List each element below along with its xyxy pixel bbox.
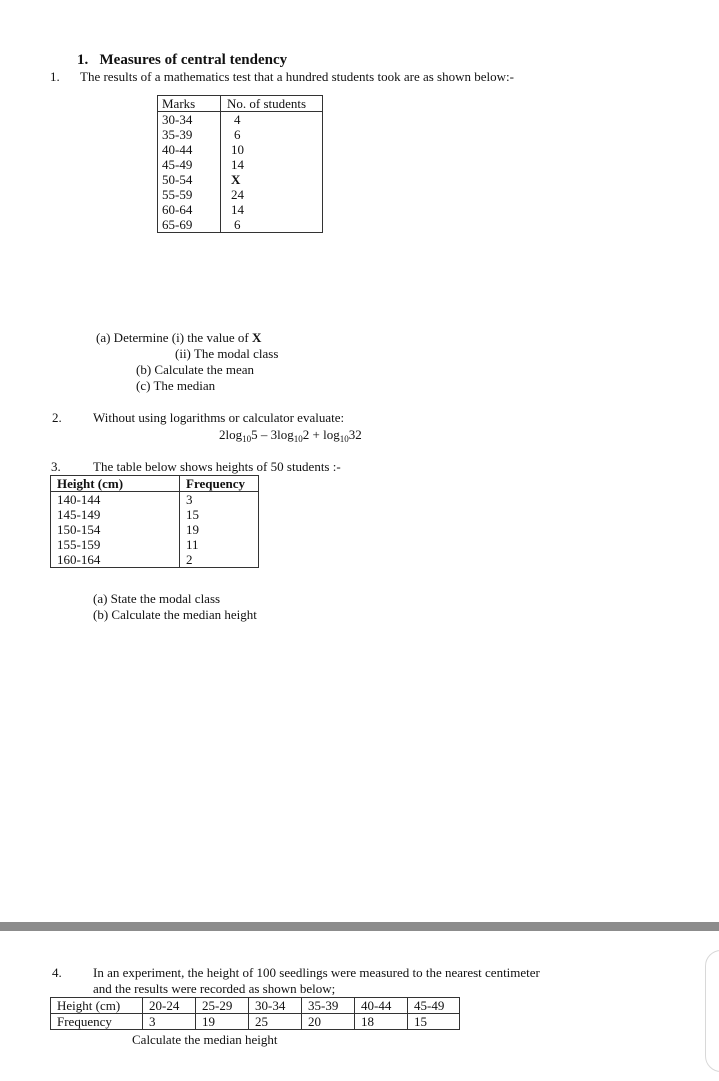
marks-cell: 35-39 [158,127,221,142]
q1-part-b: (b) Calculate the mean [136,362,255,377]
frequency-cell: 3 [180,492,259,508]
class-cell: 25-29 [196,998,249,1014]
q2-expression [219,427,362,442]
expr-sub: 10 [293,434,303,444]
count-cell: 6 [221,127,323,142]
table-row [158,157,323,172]
q1-part-c: (c) The median [136,378,216,393]
table-row [51,998,460,1014]
marks-cell: 60-64 [158,202,221,217]
row-label-cell: Frequency [51,1014,143,1030]
height-cell: 140-144 [51,492,180,508]
row-label-cell: Height (cm) [51,998,143,1014]
q2-number: 2. [52,410,62,425]
marks-cell: 45-49 [158,157,221,172]
header-students: No. of students [221,96,323,112]
q4-line2: and the results were recorded as shown below; [93,981,336,996]
frequency-cell: 19 [180,522,259,537]
marks-table [157,95,323,233]
q4-line1: In an experiment, the height of 100 seedlings were measured to the nearest centimeter [93,965,540,980]
expr-part: 5 – 3log [251,427,294,442]
class-cell: 45-49 [408,998,460,1014]
height-cell: 155-159 [51,537,180,552]
q2-text: Without using logarithms or calculator evaluate: [93,410,345,425]
expr-part: 32 [348,427,362,442]
q3-part-b: (b) Calculate the median height [93,607,257,622]
marks-cell: 55-59 [158,187,221,202]
section-title: Measures of central tendency [99,52,288,68]
q1-part-a-i [96,330,261,345]
count-cell: X [221,172,323,187]
table-row [158,112,323,128]
frequency-cell: 15 [180,507,259,522]
table-header-row [158,96,323,112]
marks-cell: 30-34 [158,112,221,128]
table-row [158,142,323,157]
table-header-row [51,476,259,492]
table-row [51,522,259,537]
q1-part-a-i-text: (a) Determine (i) the value of [96,330,252,345]
q3-number: 3. [51,459,61,474]
page-divider [0,922,719,931]
table-row [51,507,259,522]
frequency-cell: 2 [180,552,259,568]
q1-text: The results of a mathematics test that a hundred students took are as shown below:- [80,69,514,84]
section-number: 1. [77,52,89,68]
table-row [158,202,323,217]
q4-number: 4. [52,965,62,980]
heights-table [50,475,259,568]
count-cell: 14 [221,157,323,172]
expr-sub: 10 [242,434,252,444]
frequency-cell: 20 [302,1014,355,1030]
frequency-cell: 11 [180,537,259,552]
q1-part-a-ii: (ii) The modal class [175,346,279,361]
class-cell: 35-39 [302,998,355,1014]
frequency-cell: 19 [196,1014,249,1030]
table-row [158,217,323,233]
count-cell: 4 [221,112,323,128]
q3-part-a: (a) State the modal class [93,591,221,606]
table-row [51,552,259,568]
table-row [51,1014,460,1030]
expr-part: 2 + log [302,427,340,442]
table-row [51,537,259,552]
q1-part-a-i-var: X [251,330,262,345]
q1-number: 1. [50,69,60,84]
table-row [51,492,259,508]
frequency-cell: 18 [355,1014,408,1030]
header-frequency: Frequency [180,476,259,492]
seedlings-table [50,997,460,1030]
height-cell: 160-164 [51,552,180,568]
table-row [158,172,323,187]
table-row [158,127,323,142]
class-cell: 30-34 [249,998,302,1014]
expr-sub: 10 [339,434,349,444]
table-row [158,187,323,202]
count-cell: 14 [221,202,323,217]
expr-part: 2log [219,427,243,442]
count-cell: 24 [221,187,323,202]
header-height: Height (cm) [51,476,180,492]
count-cell: 6 [221,217,323,233]
frequency-cell: 25 [249,1014,302,1030]
height-cell: 150-154 [51,522,180,537]
page-corner [705,950,719,1072]
q3-text: The table below shows heights of 50 students :- [93,459,341,474]
q4-footer: Calculate the median height [132,1032,278,1047]
class-cell: 20-24 [143,998,196,1014]
count-cell: 10 [221,142,323,157]
frequency-cell: 15 [408,1014,460,1030]
height-cell: 145-149 [51,507,180,522]
frequency-cell: 3 [143,1014,196,1030]
class-cell: 40-44 [355,998,408,1014]
marks-cell: 50-54 [158,172,221,187]
marks-cell: 65-69 [158,217,221,233]
header-marks: Marks [158,96,221,112]
marks-cell: 40-44 [158,142,221,157]
section-heading [77,53,287,68]
